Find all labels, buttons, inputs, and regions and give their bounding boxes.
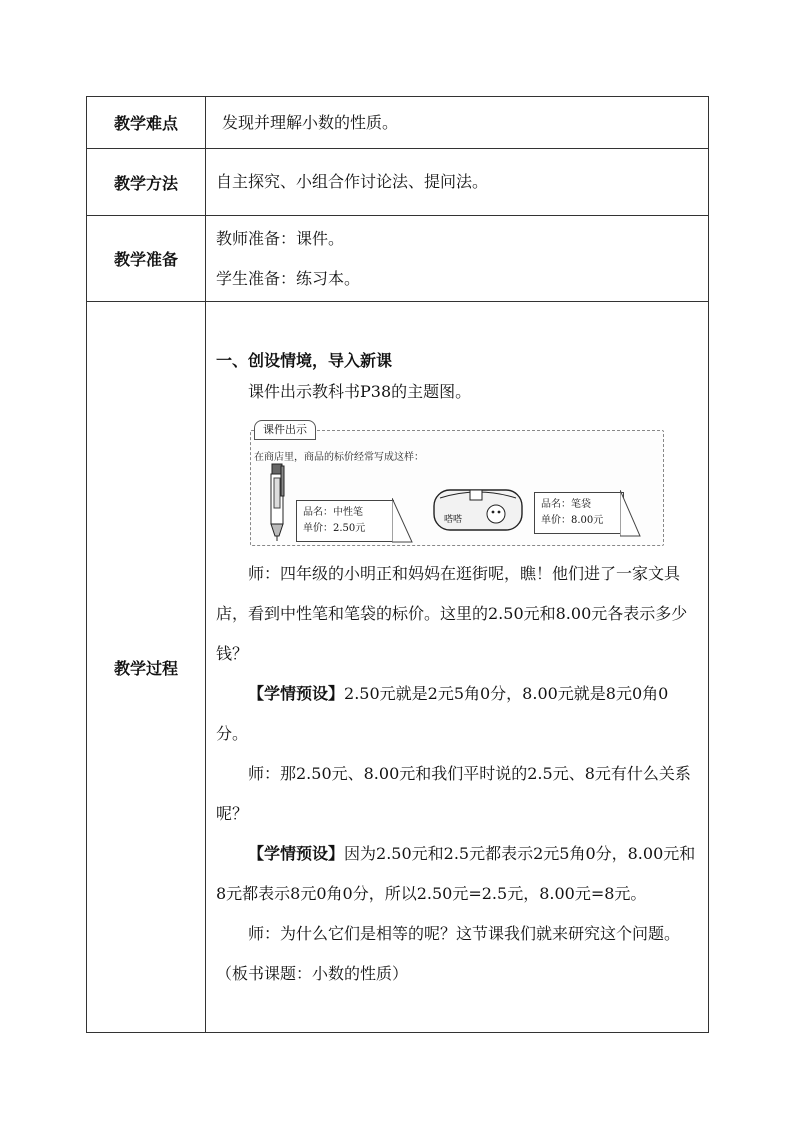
content-teaching-method: 自主探究、小组合作讨论法、提问法。 [206, 149, 709, 216]
prediction-label-1: 【学情预设】 [248, 684, 345, 703]
paragraph-teacher-2: 师：那2.50元、8.00元和我们平时说的2.5元、8元有什么关系呢？ [216, 764, 691, 823]
label-teaching-method: 教学方法 [87, 149, 206, 216]
intro-text: 课件出示教科书P38的主题图。 [248, 382, 472, 401]
paragraph-teacher-3: 师：为什么它们是相等的呢？这节课我们就来研究这个问题。（板书课题：小数的性质） [216, 924, 681, 983]
label-teaching-process: 教学过程 [87, 302, 206, 1033]
gel-pen-icon [266, 462, 288, 542]
prediction-text-1: 2.50元就是2元5角0分，8.00元就是8元0角0分。 [216, 684, 669, 743]
pencil-case-text: 嗒嗒 [444, 515, 463, 525]
price-tag-pen [296, 500, 394, 542]
tag-flap-pencil-case [620, 490, 642, 538]
figure-caption: 在商店里，商品的标价经常写成这样： [254, 452, 424, 463]
section-title: 一、创设情境，导入新课 [216, 351, 393, 370]
row-teaching-difficulty [87, 97, 709, 149]
row-teaching-process [87, 302, 709, 1033]
content-teaching-process [206, 302, 709, 1033]
price-tag-pencil-case [534, 492, 624, 534]
label-teaching-difficulty: 教学难点 [87, 97, 206, 149]
pen-price: 单价：2.50元 [303, 523, 366, 534]
tag-flap-pen [392, 498, 414, 544]
pencil-case-name: 品名：笔袋 [541, 499, 591, 510]
pen-name: 品名：中性笔 [303, 507, 363, 518]
courseware-figure [244, 420, 664, 548]
paragraph-prediction-2 [216, 834, 700, 914]
lesson-plan-table [86, 96, 709, 1033]
label-teaching-preparation: 教学准备 [87, 216, 206, 302]
row-teaching-preparation [87, 216, 709, 302]
row-teaching-method [87, 149, 709, 216]
student-preparation: 学生准备：练习本。 [216, 268, 361, 288]
teacher-preparation: 教师准备：课件。 [216, 228, 345, 248]
paragraph-prediction-1 [216, 674, 700, 754]
content-teaching-preparation [206, 216, 709, 302]
paragraph-teacher-1: 师：四年级的小明正和妈妈在逛街呢，瞧！他们进了一家文具店，看到中性笔和笔袋的标价。这里的2.50元和8.00元各表示多少钱？ [216, 564, 688, 663]
pencil-case-price: 单价：8.00元 [541, 515, 604, 526]
prediction-label-2: 【学情预设】 [248, 844, 345, 863]
content-teaching-difficulty: 发现并理解小数的性质。 [206, 97, 709, 149]
prediction-text-2: 因为2.50元和2.5元都表示2元5角0分，8.00元和8元都表示8元0角0分，所以2.50元=2.5元，8.00元=8元。 [216, 844, 696, 903]
figure-tab: 课件出示 [254, 420, 316, 440]
